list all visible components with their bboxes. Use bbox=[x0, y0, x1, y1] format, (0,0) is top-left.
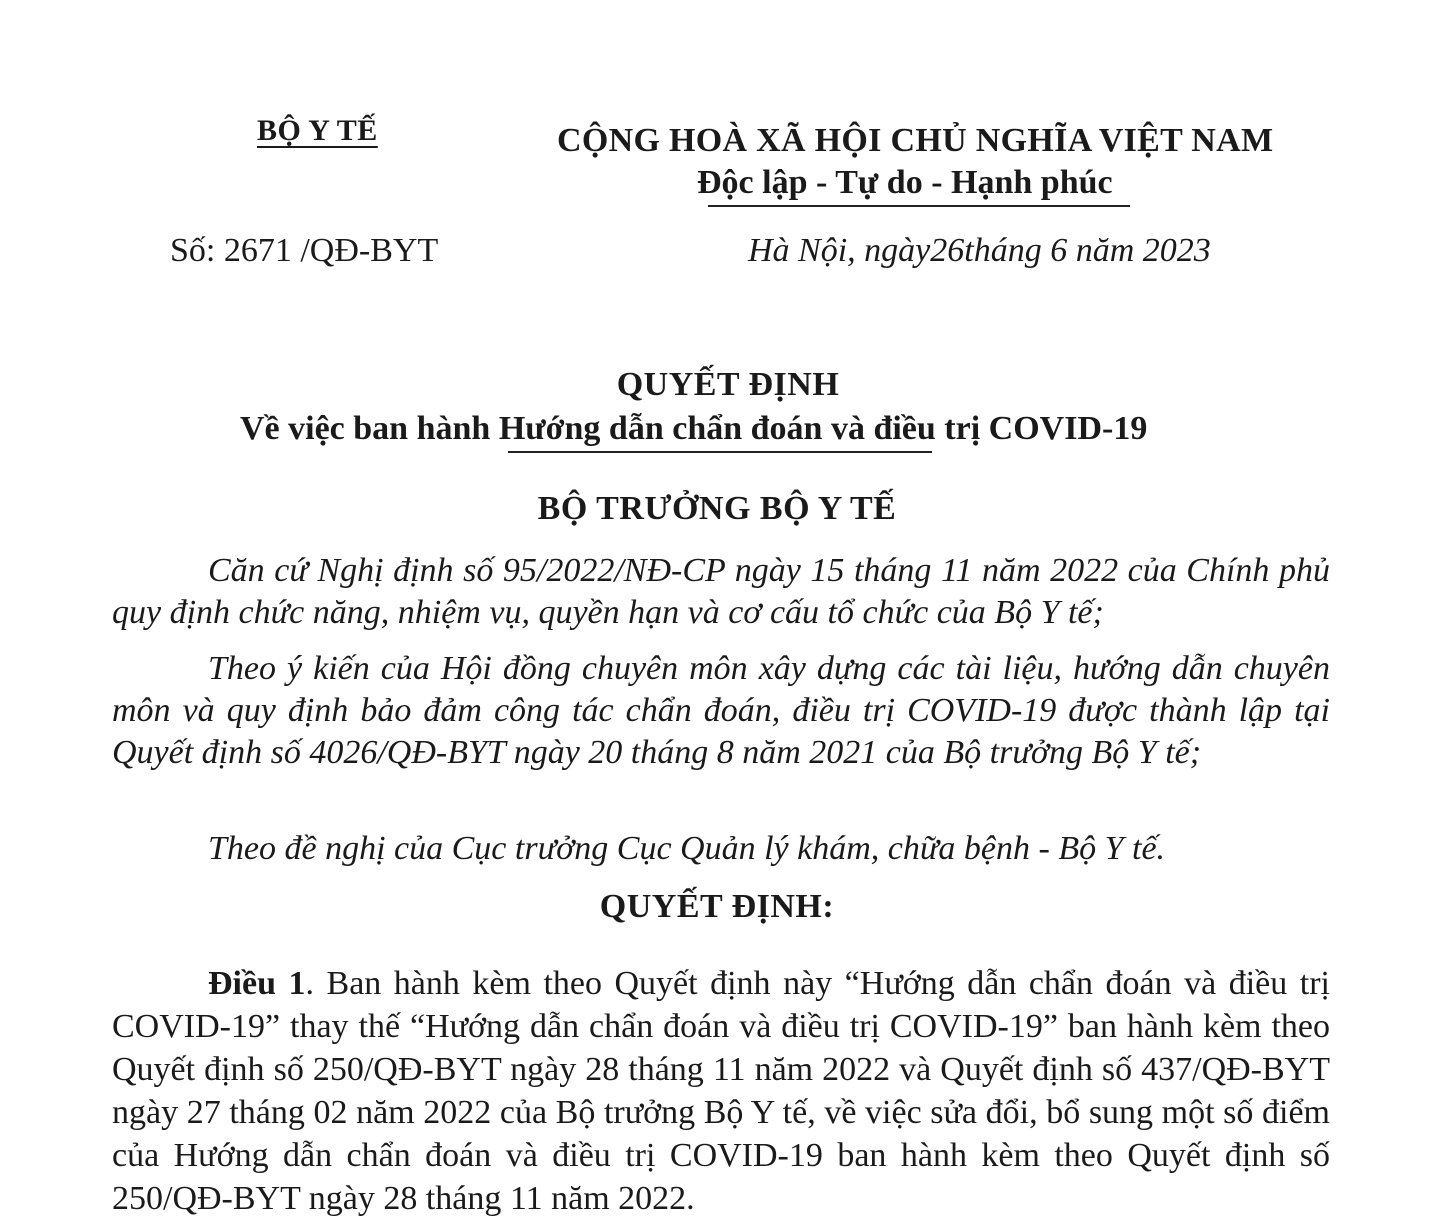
document-number: Số: 2671 /QĐ-BYT bbox=[170, 232, 439, 269]
issuing-agency: BỘ Y TẾ bbox=[257, 114, 378, 147]
document-title: QUYẾT ĐỊNH bbox=[616, 366, 840, 403]
article-label: Điều 1 bbox=[208, 965, 306, 1002]
preamble-text: Theo ý kiến của Hội đồng chuyên môn xây dựng các tài liệu, hướng dẫn chuyên môn và quy định bảo đảm công tác chẩn đoán, điều trị COVID-19 được thành lập tại Quyết định số 4026/QĐ-BYT ngày 20 tháng 8 năm 2021 của Bộ trưởng Bộ Y tế; bbox=[112, 650, 1330, 771]
article-text: . Ban hành kèm theo Quyết định này “Hướng dẫn chẩn đoán và điều trị COVID-19” thay thế “Hướng dẫn chẩn đoán và điều trị COVID-19” ban hành kèm theo Quyết định số 250/QĐ-BYT ngày 28 tháng 11 năm 2022 và Quyết định số 437/QĐ-BYT ngày 27 tháng 02 năm 2022 của Bộ trưởng Bộ Y tế, về việc sửa đổi, bổ sung một số điểm của Hướng dẫn chẩn đoán và điều trị COVID-19 ban hành kèm theo Quyết định số 250/QĐ-BYT ngày 28 tháng 11 năm 2022. bbox=[112, 965, 1330, 1217]
preamble-text: Theo đề nghị của Cục trưởng Cục Quản lý khám, chữa bệnh - Bộ Y tế. bbox=[208, 830, 1166, 867]
preamble-paragraph bbox=[112, 648, 1330, 774]
country-name: CỘNG HOÀ XÃ HỘI CHỦ NGHĨA VIỆT NAM bbox=[557, 122, 1274, 159]
preamble-text: Căn cứ Nghị định số 95/2022/NĐ-CP ngày 15 tháng 11 năm 2022 của Chính phủ quy định chức năng, nhiệm vụ, quyền hạn và cơ cấu tổ chức của Bộ Y tế; bbox=[112, 552, 1330, 631]
subtitle-underline bbox=[508, 451, 932, 453]
preamble-paragraph bbox=[112, 550, 1330, 634]
decision-heading: QUYẾT ĐỊNH: bbox=[599, 888, 835, 925]
preamble-paragraph bbox=[112, 828, 1330, 870]
issue-date: Hà Nội, ngày26tháng 6 năm 2023 bbox=[748, 232, 1211, 269]
document-subtitle: Về việc ban hành Hướng dẫn chẩn đoán và điều trị COVID-19 bbox=[240, 410, 1148, 447]
national-motto: Độc lập - Tự do - Hạnh phúc bbox=[697, 164, 1113, 201]
motto-underline bbox=[708, 205, 1130, 207]
issuing-authority: BỘ TRƯỞNG BỘ Y TẾ bbox=[537, 490, 897, 527]
article-paragraph bbox=[112, 962, 1330, 1220]
